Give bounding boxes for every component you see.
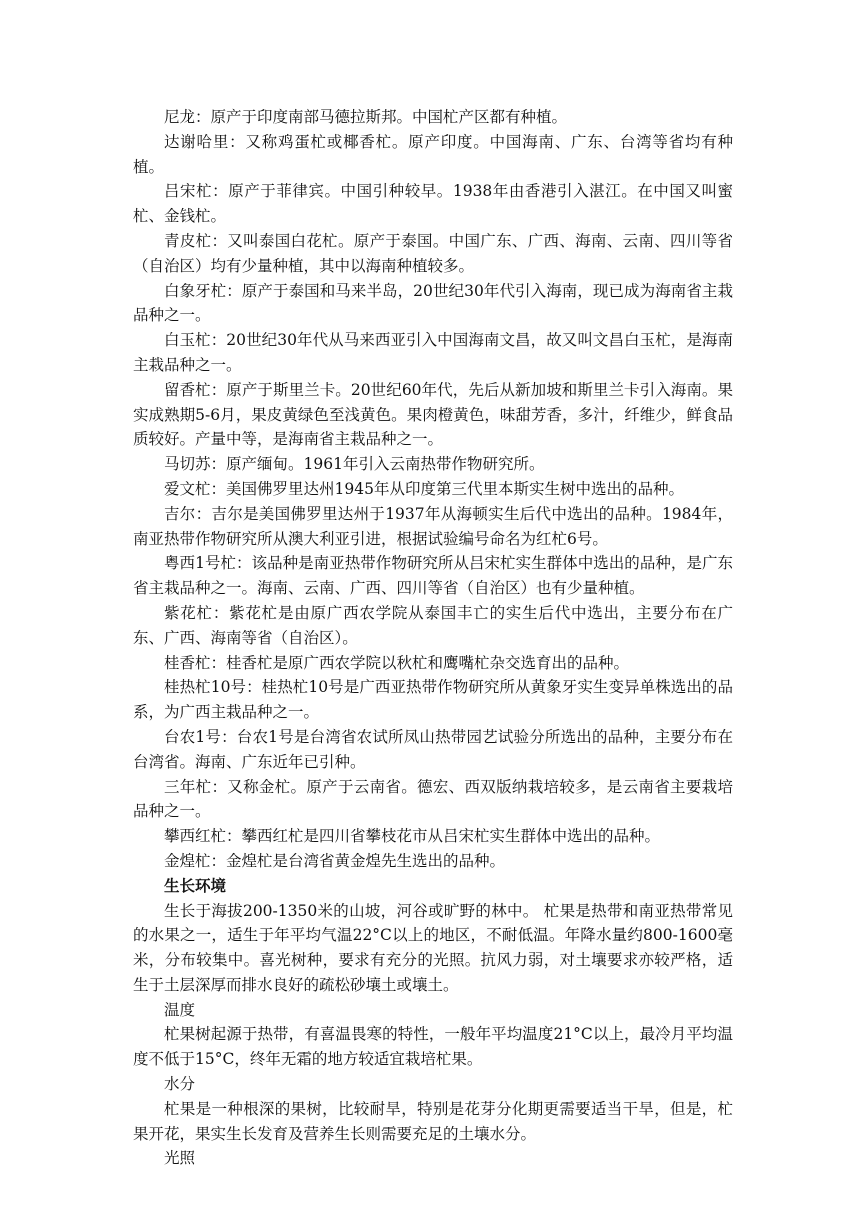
paragraph: 尼龙：原产于印度南部马德拉斯邦。中国杧产区都有种植。 [164,108,568,126]
paragraph: 杧果树起源于热带，有喜温畏寒的特性，一般年平均温度21°C以上，最冷月平均温度不低于15°C，终年无霜的地方较适宜栽培杧果。 [133,1025,733,1069]
paragraph: 留香杧：原产于斯里兰卡。20世纪60年代，先后从新加坡和斯里兰卡引入海南。果实成熟期5-6月，果皮黄绿色至浅黄色。果肉橙黄色，味甜芳香，多汁，纤维少，鲜食品质较好。产量中等，是海南省主栽品种之一。 [133,380,733,449]
paragraph: 水分 [164,1075,196,1094]
paragraph: 台农1号：台农1号是台湾省农试所凤山热带园艺试验分所选出的品种，主要分布在台湾省。海南、广东近年已引种。 [133,727,733,771]
paragraph: 温度 [164,1000,196,1019]
paragraph: 粤西1号杧：该品种是南亚热带作物研究所从吕宋杧实生群体中选出的品种，是广东省主栽品种之一。海南、云南、广西、四川等省（自治区）也有少量种植。 [133,554,733,598]
paragraph: 桂热杧10号：桂热杧10号是广西亚热带作物研究所从黄象牙实生变异单株选出的品系，为广西主栽品种之一。 [133,678,733,722]
paragraph: 桂香杧：桂香杧是原广西农学院以秋杧和鹰嘴杧杂交选育出的品种。 [164,653,630,672]
paragraph: 白象牙杧：原产于泰国和马来半岛，20世纪30年代引入海南，现已成为海南省主栽品种之一。 [133,281,733,325]
paragraph: 马切苏：原产缅甸。1961年引入云南热带作物研究所。 [164,455,545,474]
paragraph: 生长于海拔200-1350米的山坡，河谷或旷野的林中。 杧果是热带和南亚热带常见的水果之一，适生于年平均气温22°C以上的地区，不耐低温。年降水量约800-1600毫米，分布较集中。喜光树种，要求有充分的光照。抗风力弱，对土壤要求亦较严格，适生于土层深厚而排水良好的疏松砂壤土或壤土。 [133,901,733,994]
paragraph: 青皮杧：又叫泰国白花杧。原产于泰国。中国广东、广西、海南、云南、四川等省（自治区）均有少量种植，其中以海南种植较多。 [133,231,733,275]
paragraph: 金煌杧：金煌杧是台湾省黄金煌先生选出的品种。 [164,851,506,870]
paragraph: 吉尔：吉尔是美国佛罗里达州于1937年从海顿实生后代中选出的品种。1984年，南亚热带作物研究所从澳大利亚引进，根据试验编号命名为红杧6号。 [133,504,733,548]
section-heading: 生长环境 [164,875,227,895]
document-body [133,105,733,1171]
paragraph: 杧果是一种根深的果树，比较耐旱，特别是花芽分化期更需要适当干旱，但是，杧果开花，果实生长发育及营养生长则需要充足的土壤水分。 [133,1099,733,1143]
paragraph: 攀西红杧：攀西红杧是四川省攀枝花市从吕宋杧实生群体中选出的品种。 [164,827,661,846]
paragraph: 达谢哈里：又称鸡蛋杧或椰香杧。原产印度。中国海南、广东、台湾等省均有种植。 [133,132,733,176]
paragraph: 紫花杧：紫花杧是由原广西农学院从泰国丰亡的实生后代中选出，主要分布在广东、广西、海南等省（自治区）。 [133,603,733,647]
paragraph: 吕宋杧：原产于菲律宾。中国引种较早。1938年由香港引入湛江。在中国又叫蜜杧、金钱杧。 [133,182,733,226]
paragraph: 光照 [164,1149,196,1168]
paragraph: 白玉杧：20世纪30年代从马来西亚引入中国海南文昌，故又叫文昌白玉杧，是海南主栽品种之一。 [133,331,733,374]
paragraph: 三年杧：又称金杧。原产于云南省。德宏、西双版纳栽培较多，是云南省主要栽培品种之一。 [133,777,733,821]
paragraph: 爱文杧：美国佛罗里达州1945年从印度第三代里本斯实生树中选出的品种。 [164,479,684,498]
